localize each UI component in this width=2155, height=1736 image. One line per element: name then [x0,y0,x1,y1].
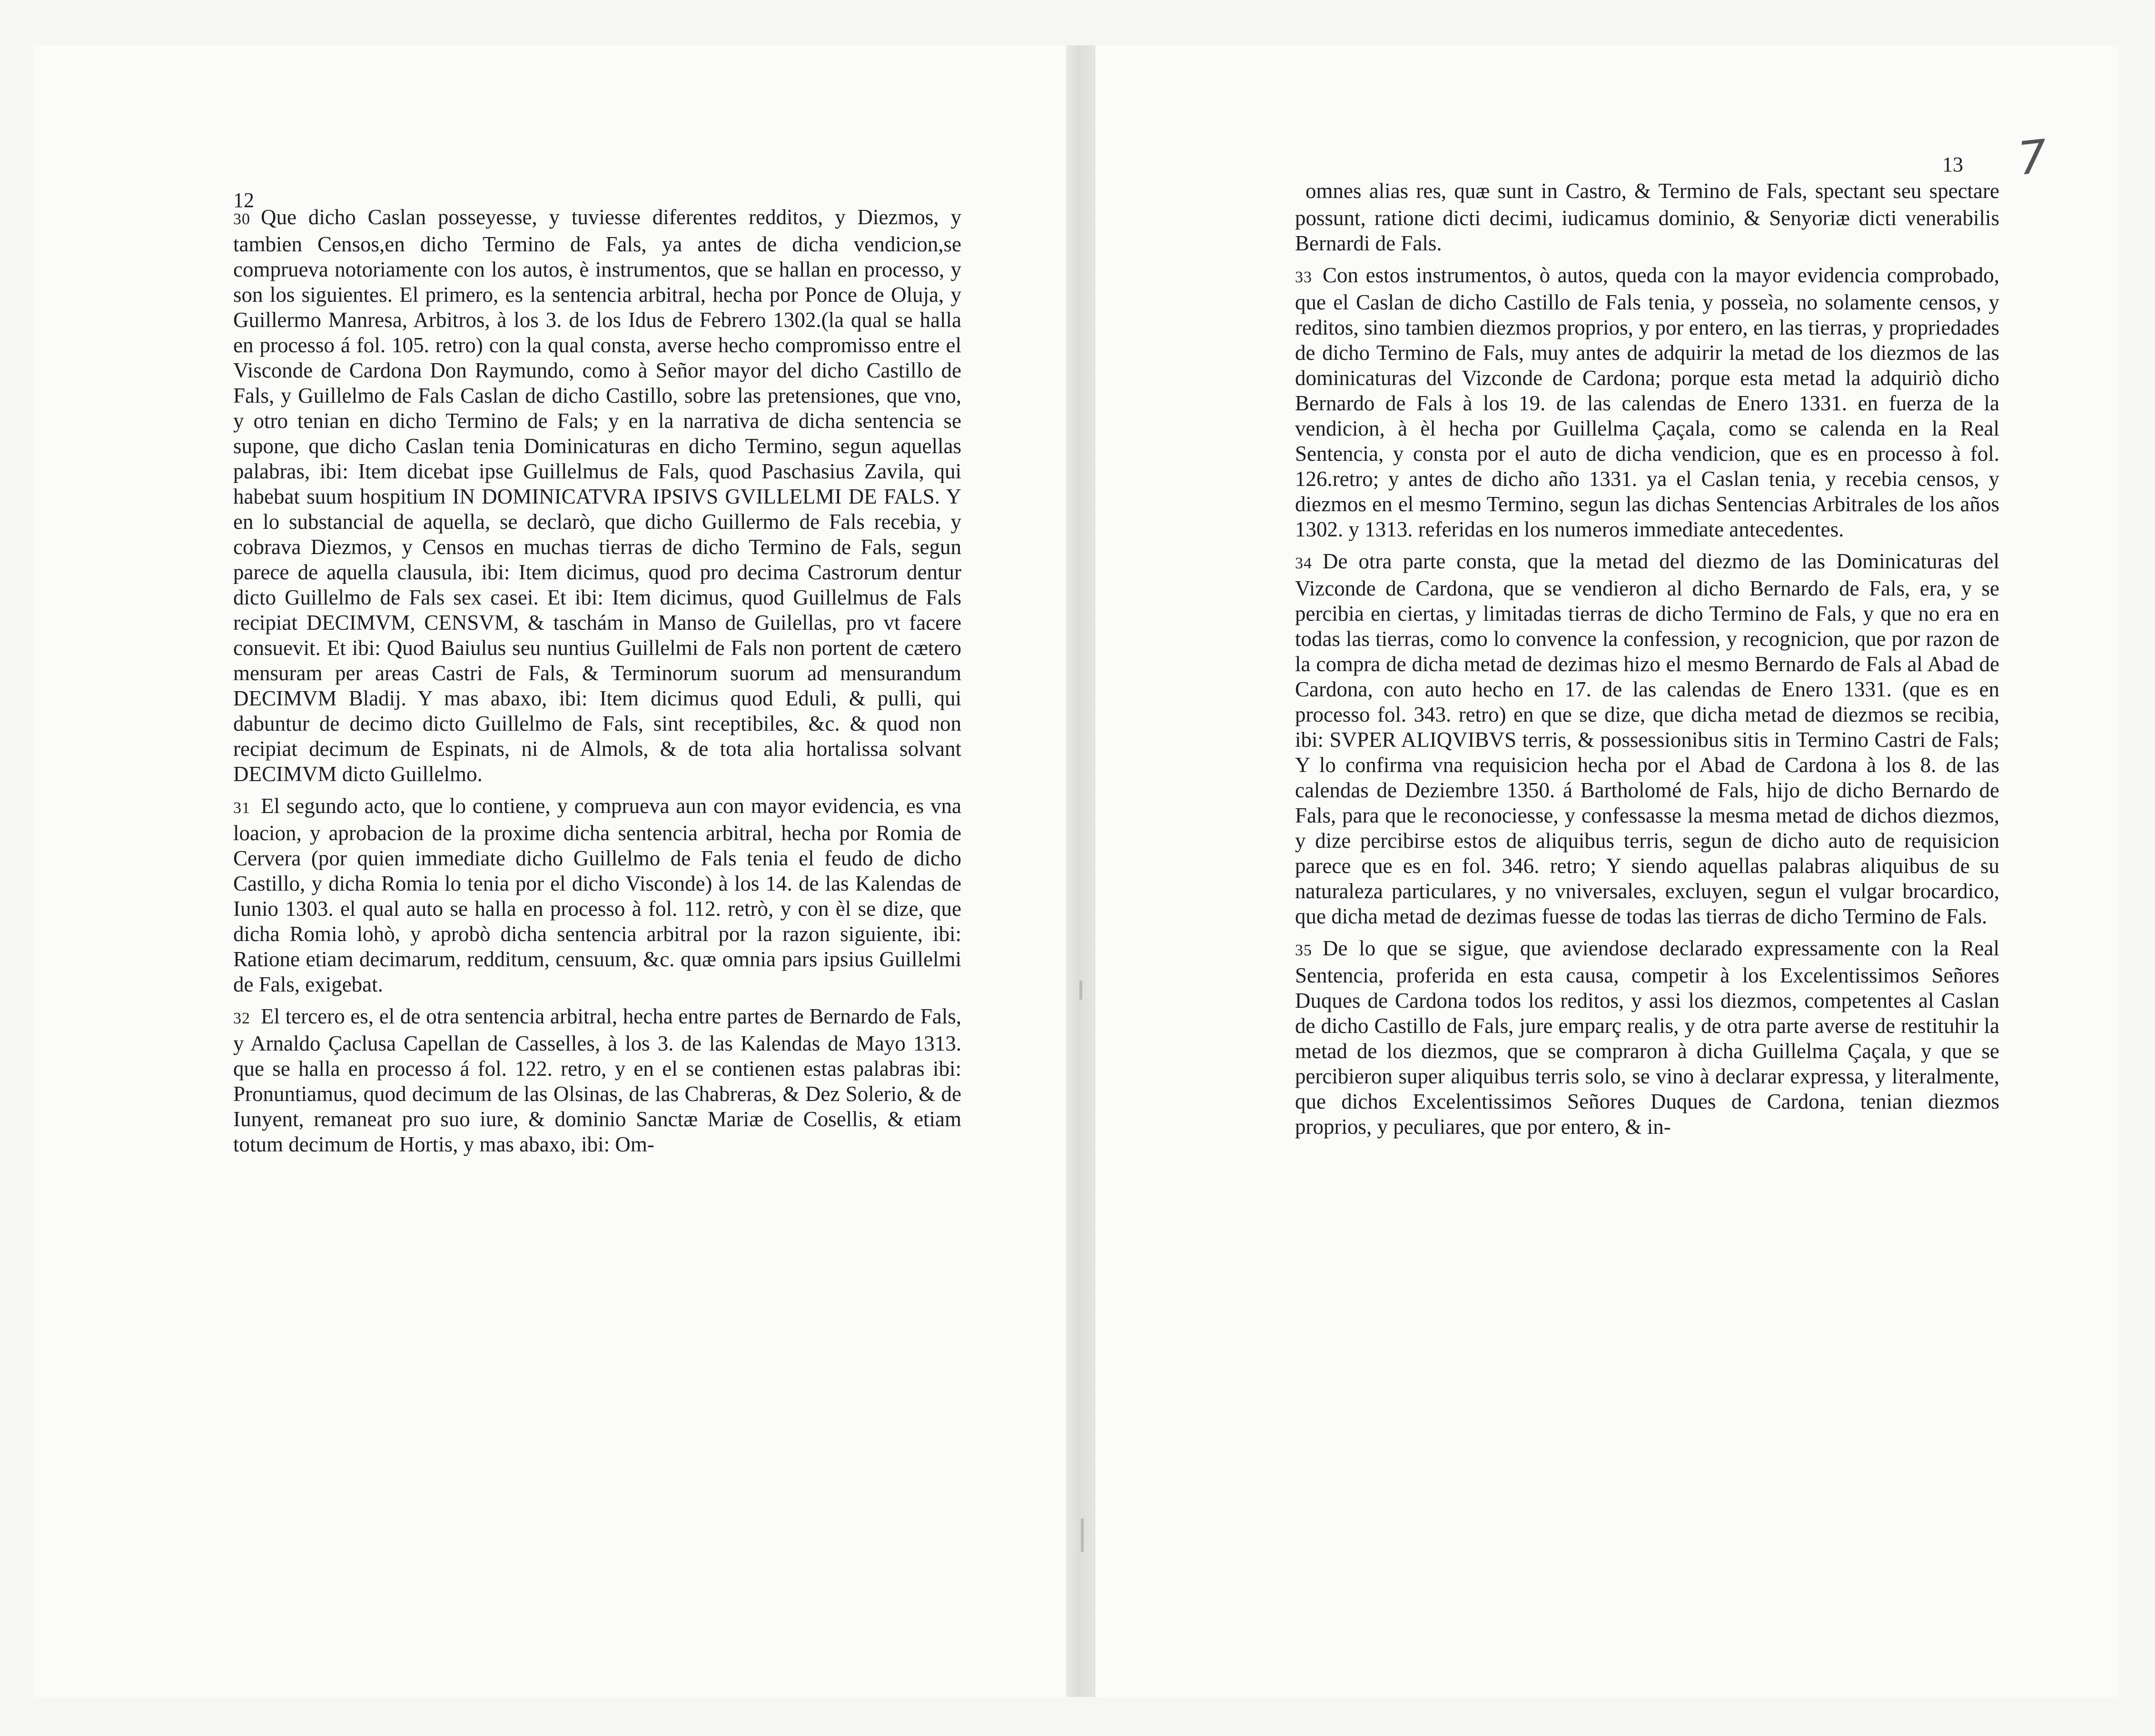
paragraph-number: 34 [1295,555,1312,572]
paragraph-text: De otra parte consta, que la metad del diezmo de las Dominicaturas del Vizconde de Cardona, que se vendieron al dicho Bernardo de Fals, era, y se percibia en ciertas, y limitadas tierras de dicho Termino de Fals, y que no era en todas las tierras, como lo convence la confession, y recognicion, que por razon de la compra de dicha metad de dezimas hizo el mesmo Bernardo de Fals al Abad de Cardona, con auto hecho en 17. de las calendas de Enero 1331. (que es en processo fol. 343. retro) en que se dize, que dicha metad de diezmos se recibia, ibi: SVPER ALIQVIBVS terris, & possessionibus sitis in Termino Castri de Fals; Y lo confirma vna requisicion hecha por el Abad de Cardona à los 8. de las calendas de Deziembre 1350. á Bartholomé de Fals, hijo de dicho Bernardo de Fals, para que le reconociesse, y confessasse la mesma metad de dichos diezmos, y dize percibirse estos de aliquibus terris, segun de dicho auto de requisicion parece que es en fol. 346. retro; Y siendo aquellas palabras aliquibus de su naturaleza particulares, y no vniversales, excluyen, segun el vulgar brocardico, que dicha metad de dezimas fuesse de todas las tierras de dicho Termino de Fals. [1295,549,1999,928]
right-page-text [1295,179,1999,1146]
paragraph-number: 30 [233,210,250,228]
right-page-number: 13 [1942,153,1963,176]
handwritten-folio-number: 7 [2015,129,2050,186]
paragraph-text: Con estos instrumentos, ò autos, queda con la mayor evidencia comprobado, que el Caslan de dicho Castillo de Fals tenia, y posseìa, no solamente censos, y reditos, sino tambien diezmos proprios, y por entero, en las tierras, y propriedades de dicho Termino de Fals, muy antes de adquirir la metad de los diezmos de las dominicaturas del Vizconde de Cardona; porque esta metad la adquiriò dicho Bernardo de Fals à los 19. de las calendas de Enero 1331. en fuerza de la vendicion, à èl hecha por Guillelma Çaçala, como se calenda en la Real Sentencia, y consta por el auto de dicha vendicion, que es en processo à fol. 126.retro; y antes de dicho año 1331. ya el Caslan tenia, y recebia censos, y diezmos en el mesmo Termino, segun las dichas Sentencias Arbitrales de los años 1302. y 1313. referidas en los numeros immediate antecedentes. [1295,263,1999,541]
paragraph-number: 31 [233,799,250,817]
paragraph-number: 33 [1295,268,1312,286]
paragraph-number: 35 [1295,942,1312,959]
book-gutter [1066,45,1095,1697]
paragraph-32 [233,1004,961,1157]
paragraph-number: 32 [233,1010,250,1027]
paragraph-31 [233,794,961,997]
paragraph-34 [1295,549,1999,929]
paragraph-text: El segundo acto, que lo contiene, y comprueva aun con mayor evidencia, es vna loacion, y aprobacion de la proxime dicha sentencia arbitral, hecha por Romia de Cervera (por quien immediate dicho Guillelmo de Fals tenia el feudo de dicho Castillo, y dicha Romia lo tenia por el dicho Visconde) à los 14. de las Kalendas de Iunio 1303. el qual auto se halla en processo à fol. 112. retrò, y con èl se dize, que dicha Romia lohò, y aprobò dicha sentencia arbitral por la razon siguiente, ibi: Ratione etiam decimarum, redditum, censuum, &c. quæ omnia pars ipsius Guillelmi de Fals, exigebat. [233,794,961,996]
left-page-number: 12 [233,188,254,212]
fold-mark [1079,981,1082,1000]
paragraph-text: omnes alias res, quæ sunt in Castro, & Termino de Fals, spectant seu spectare possunt, ratione dicti decimi, iudicamus dominio, & Senyoriæ dicti venerabilis Bernardi de Fals. [1295,179,1999,255]
paragraph-text: El tercero es, el de otra sentencia arbitral, hecha entre partes de Bernardo de Fals, y Arnaldo Çaclusa Capellan de Casselles, à los 3. de las Kalendas de Mayo 1313. que se halla en processo á fol. 122. retro, y en el se contienen estas palabras ibi: Pronuntiamus, quod decimum de las Olsinas, de las Chabreras, & Dez Solerio, & de Iunyent, remaneat pro suo iure, & dominio Sanctæ Mariæ de Cosellis, & etiam totum decimum de Hortis, y mas abaxo, ibi: Om- [233,1004,961,1156]
left-page [33,45,1067,1697]
paragraph-continuation [1295,179,1999,256]
right-page [1095,45,2118,1697]
left-page-text [233,205,961,1164]
paragraph-30 [233,205,961,787]
paragraph-35 [1295,936,1999,1140]
fold-mark [1081,1518,1084,1552]
paragraph-text: De lo que se sigue, que aviendose declarado expressamente con la Real Sentencia, proferida en esta causa, competir à los Excelentissimos Señores Duques de Cardona todos los reditos, y assi los diezmos, competentes al Caslan de dicho Castillo de Fals, jure emparç realis, y de otra parte averse de restituhir la metad de los diezmos, que se compraron à dicha Guillelma Çaçala, y que se percibieron super aliquibus terris solo, se vino à declarar expressa, y literalmente, que dichos Excelentissimos Señores Duques de Cardona, tenian diezmos proprios, y peculiares, que por entero, & in- [1295,936,1999,1139]
paragraph-text: Que dicho Caslan posseyesse, y tuviesse diferentes redditos, y Diezmos, y tambien Censos,en dicho Termino de Fals, ya antes de dicha vendicion,se comprueva notoriamente con los autos, è instrumentos, que se hallan en processo, y son los siguientes. El primero, es la sentencia arbitral, hecha por Ponce de Oluja, y Guillermo Manresa, Arbitros, à los 3. de los Idus de Febrero 1302.(la qual se halla en processo á fol. 105. retro) con la qual consta, averse hecho compromisso entre el Visconde de Cardona Don Raymundo, como à Señor mayor del dicho Castillo de Fals, y Guillelmo de Fals Caslan de dicho Castillo, sobre las pretensiones, que vno, y otro tenian en dicho Termino de Fals; y en la narrativa de dicha sentencia se supone, que dicho Caslan tenia Dominicaturas en dicho Termino, segun aquellas palabras, ibi: Item dicebat ipse Guillelmus de Fals, quod Paschasius Zavila, qui habebat suum hospitium IN DOMINICATVRA IPSIVS GVILLELMI DE FALS. Y en lo substancial de aquella, se declarò, que dicho Guillermo de Fals recebia, y cobrava Diezmos, y Censos en muchas tierras de dicho Termino de Fals, segun parece de aquella clausula, ibi: Item dicimus, quod pro decima Castrorum dentur dicto Guillelmo de Fals sex casei. Et ibi: Item dicimus, quod Guillelmus de Fals recipiat DECIMVM, CENSVM, & taschám in Manso de Guilellas, pro vt facere consuevit. Et ibi: Quod Baiulus seu nuntius Guillelmi de Fals non portent de cætero mensuram per areas Castri de Fals, & Terminorum suorum ad mensurandum DECIMVM Bladij. Y mas abaxo, ibi: Item dicimus quod Eduli, & pulli, qui dabuntur de decimo dicto Guillelmo de Fals, sint receptibiles, &c. & quod non recipiat decimum de Espinats, ni de Almols, & de tota alia hortalissa solvant DECIMVM dicto Guillelmo. [233,205,961,786]
paragraph-33 [1295,263,1999,542]
